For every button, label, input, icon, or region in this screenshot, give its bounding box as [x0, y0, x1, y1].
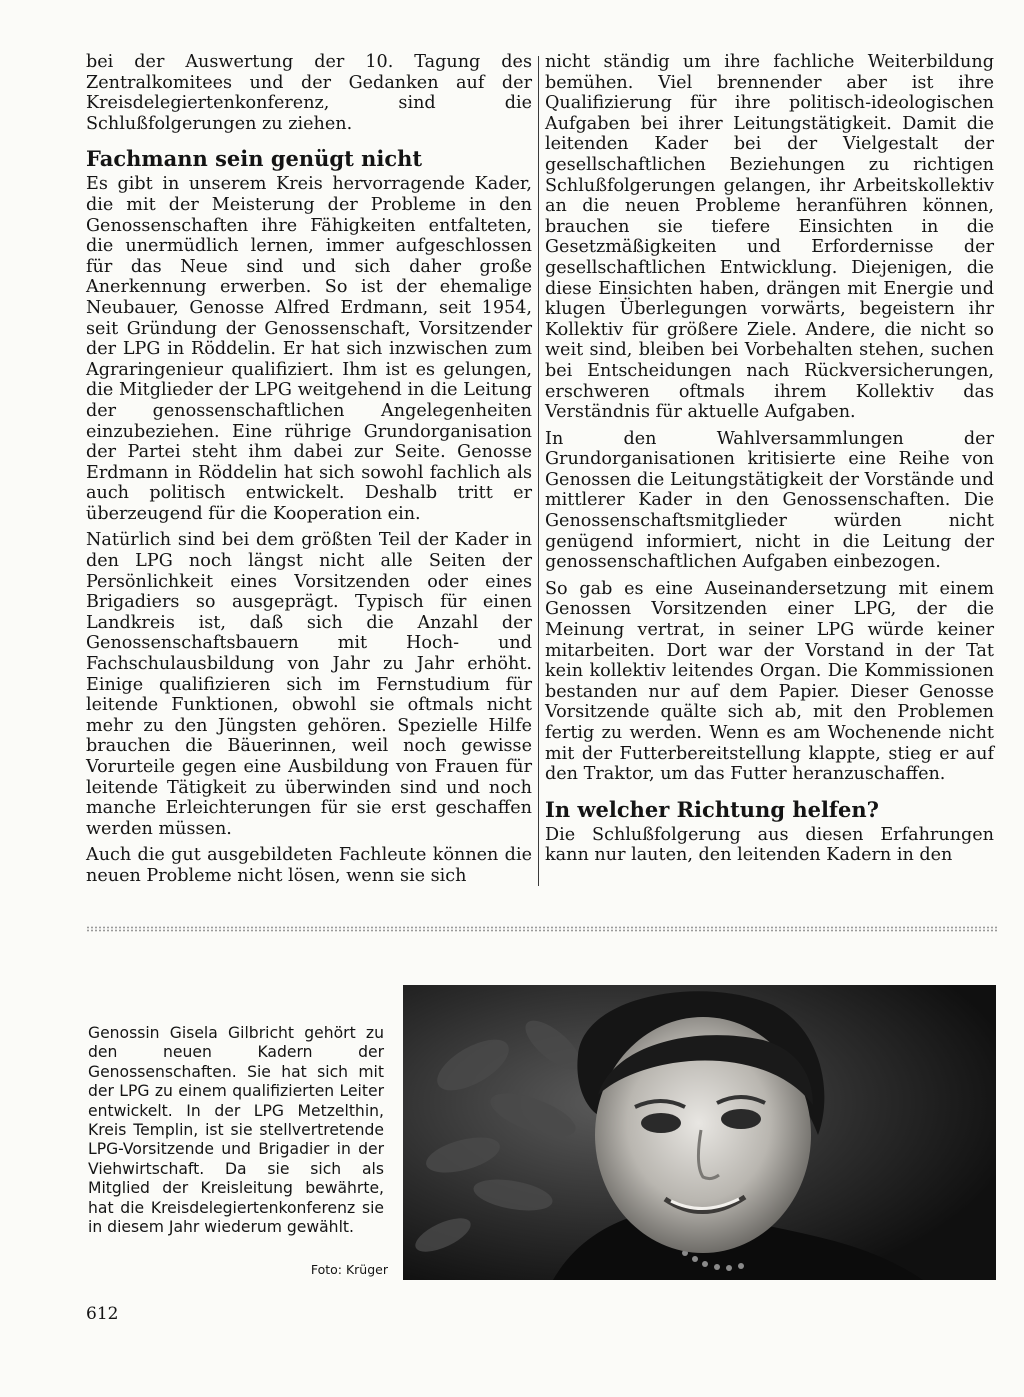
- body-paragraph: Die Schlußfolgerung aus diesen Erfahrungen kann nur lauten, den leitenden Kadern in den: [545, 824, 994, 866]
- body-paragraph: nicht ständig um ihre fachliche Weiterbildung bemühen. Viel brennender aber ist ihre Qualifizierung für ihre politisch-ideologischen Aufgaben bei ihrer Leitungstätigkeit. Damit die leitenden Kader bei der Vielgestalt der gesellschaftlichen Beziehungen zu richtigen Schlußfolgerungen gelangen, ihr Arbeitskollektiv an die neuen Probleme heranführen können, brauchen sie tiefere Einsichten in die Gesetzmäßigkeiten und Erfordernisse der gesellschaftlichen Entwicklung. Diejenigen, die diese Einsichten haben, drängen mit Energie und klugen Überlegungen vorwärts, begeistern ihr Kollektiv für größere Ziele. Andere, die nicht so weit sind, bleiben bei Vorbehalten stehen, suchen bei Entscheidungen nach Rückversicherungen, erschweren oftmals ihrem Kollektiv das Verständnis für aktuelle Aufgaben.: [545, 52, 994, 423]
- intro-paragraph: bei der Auswertung der 10. Tagung des Zentralkomitees und der Gedanken auf der Kreisdelegiertenkonferenz, sind die Schlußfolgerungen zu ziehen.: [86, 52, 532, 134]
- left-column: [86, 52, 532, 893]
- body-paragraph: Natürlich sind bei dem größten Teil der Kader in den LPG noch längst nicht alle Seiten der Persönlichkeit eines Vorsitzenden oder eines Brigadiers so ausgeprägt. Typisch für einen Landkreis ist, daß sich die Anzahl der Genossenschaftsbauern mit Hoch- und Fachschulausbildung von Jahr zu Jahr erhöht. Einige qualifizieren sich im Fernstudium für leitende Funktionen, obwohl sie oftmals nicht mehr zu den Jüngsten gehören. Spezielle Hilfe brauchen die Bäuerinnen, weil noch gewisse Vorurteile gegen eine Ausbildung von Frauen für leitende Tätigkeit zu überwinden sind und noch manche Erleichterungen für sie erst geschaffen werden müssen.: [86, 530, 532, 839]
- portrait-photo: [403, 985, 996, 1280]
- right-column: [545, 52, 994, 872]
- body-paragraph: So gab es eine Auseinandersetzung mit einem Genossen Vorsitzenden einer LPG, der die Meinung vertrat, in seiner LPG würde keiner mitarbeiten. Dort war der Vorstand in der Tat kein kollektiv leitendes Organ. Die Kommissionen bestanden nur auf dem Papier. Dieser Genosse Vorsitzende quälte sich ab, mit den Problemen fertig zu werden. Wenn es am Wochenende nicht mit der Futterbereitstellung klappte, stieg er auf den Traktor, um das Futter heranzuschaffen.: [545, 578, 994, 785]
- page-number: 612: [86, 1304, 119, 1324]
- body-paragraph: In den Wahlversammlungen der Grundorganisationen kritisierte eine Reihe von Genossen die Leitungstätigkeit der Vorstände und mittlerer Kader in den Genossenschaften. Die Genossenschaftsmitglieder würden nicht genügend informiert, nicht in die Leitung der genossenschaftlichen Aufgaben einbezogen.: [545, 428, 994, 573]
- section-heading-richtung: In welcher Richtung helfen?: [545, 796, 879, 822]
- body-paragraph: Auch die gut ausgebildeten Fachleute können die neuen Probleme nicht lösen, wenn sie sich: [86, 845, 532, 886]
- portrait-image: [403, 985, 996, 1280]
- dotted-separator: [86, 926, 998, 932]
- column-divider: [538, 56, 539, 886]
- photo-credit: Foto: Krüger: [310, 1262, 388, 1277]
- body-paragraph: Es gibt in unserem Kreis hervorragende Kader, die mit der Meisterung der Probleme in den Genossenschaften ihre Fähigkeiten entfalteten, die unermüdlich lernen, immer aufgeschlossen für das Neue sind und sich daher große Anerkennung erwerben. So ist der ehemalige Neubauer, Genosse Alfred Erdmann, seit 1954, seit Gründung der Genossenschaft, Vorsitzender der LPG in Röddelin. Er hat sich inzwischen zum Agraringenieur qualifiziert. Ihm ist es gelungen, die Mitglieder der LPG weitgehend in die Leitung der genossenschaftlichen Angelegenheiten einzubeziehen. Eine rührige Grundorganisation der Partei steht ihm dabei zur Seite. Genosse Erdmann in Röddelin hat sich sowohl fachlich als auch politisch entwickelt. Deshalb tritt er überzeugend für die Kooperation ein.: [86, 174, 532, 524]
- photo-caption: Genossin Gisela Gilbricht gehört zu den neuen Kadern der Genossenschaften. Sie hat sich mit der LPG zu einem qualifizierten Leiter entwickelt. In der LPG Metzelthin, Kreis Templin, ist sie stellvertretende LPG-Vorsitzende und Brigadier in der Viehwirtschaft. Da sie sich als Mitglied der Kreisleitung bewährte, hat die Kreisdelegiertenkonferenz sie in diesem Jahr wiederum gewählt.: [88, 1024, 384, 1237]
- section-heading-fachmann: Fachmann sein genügt nicht: [86, 146, 423, 172]
